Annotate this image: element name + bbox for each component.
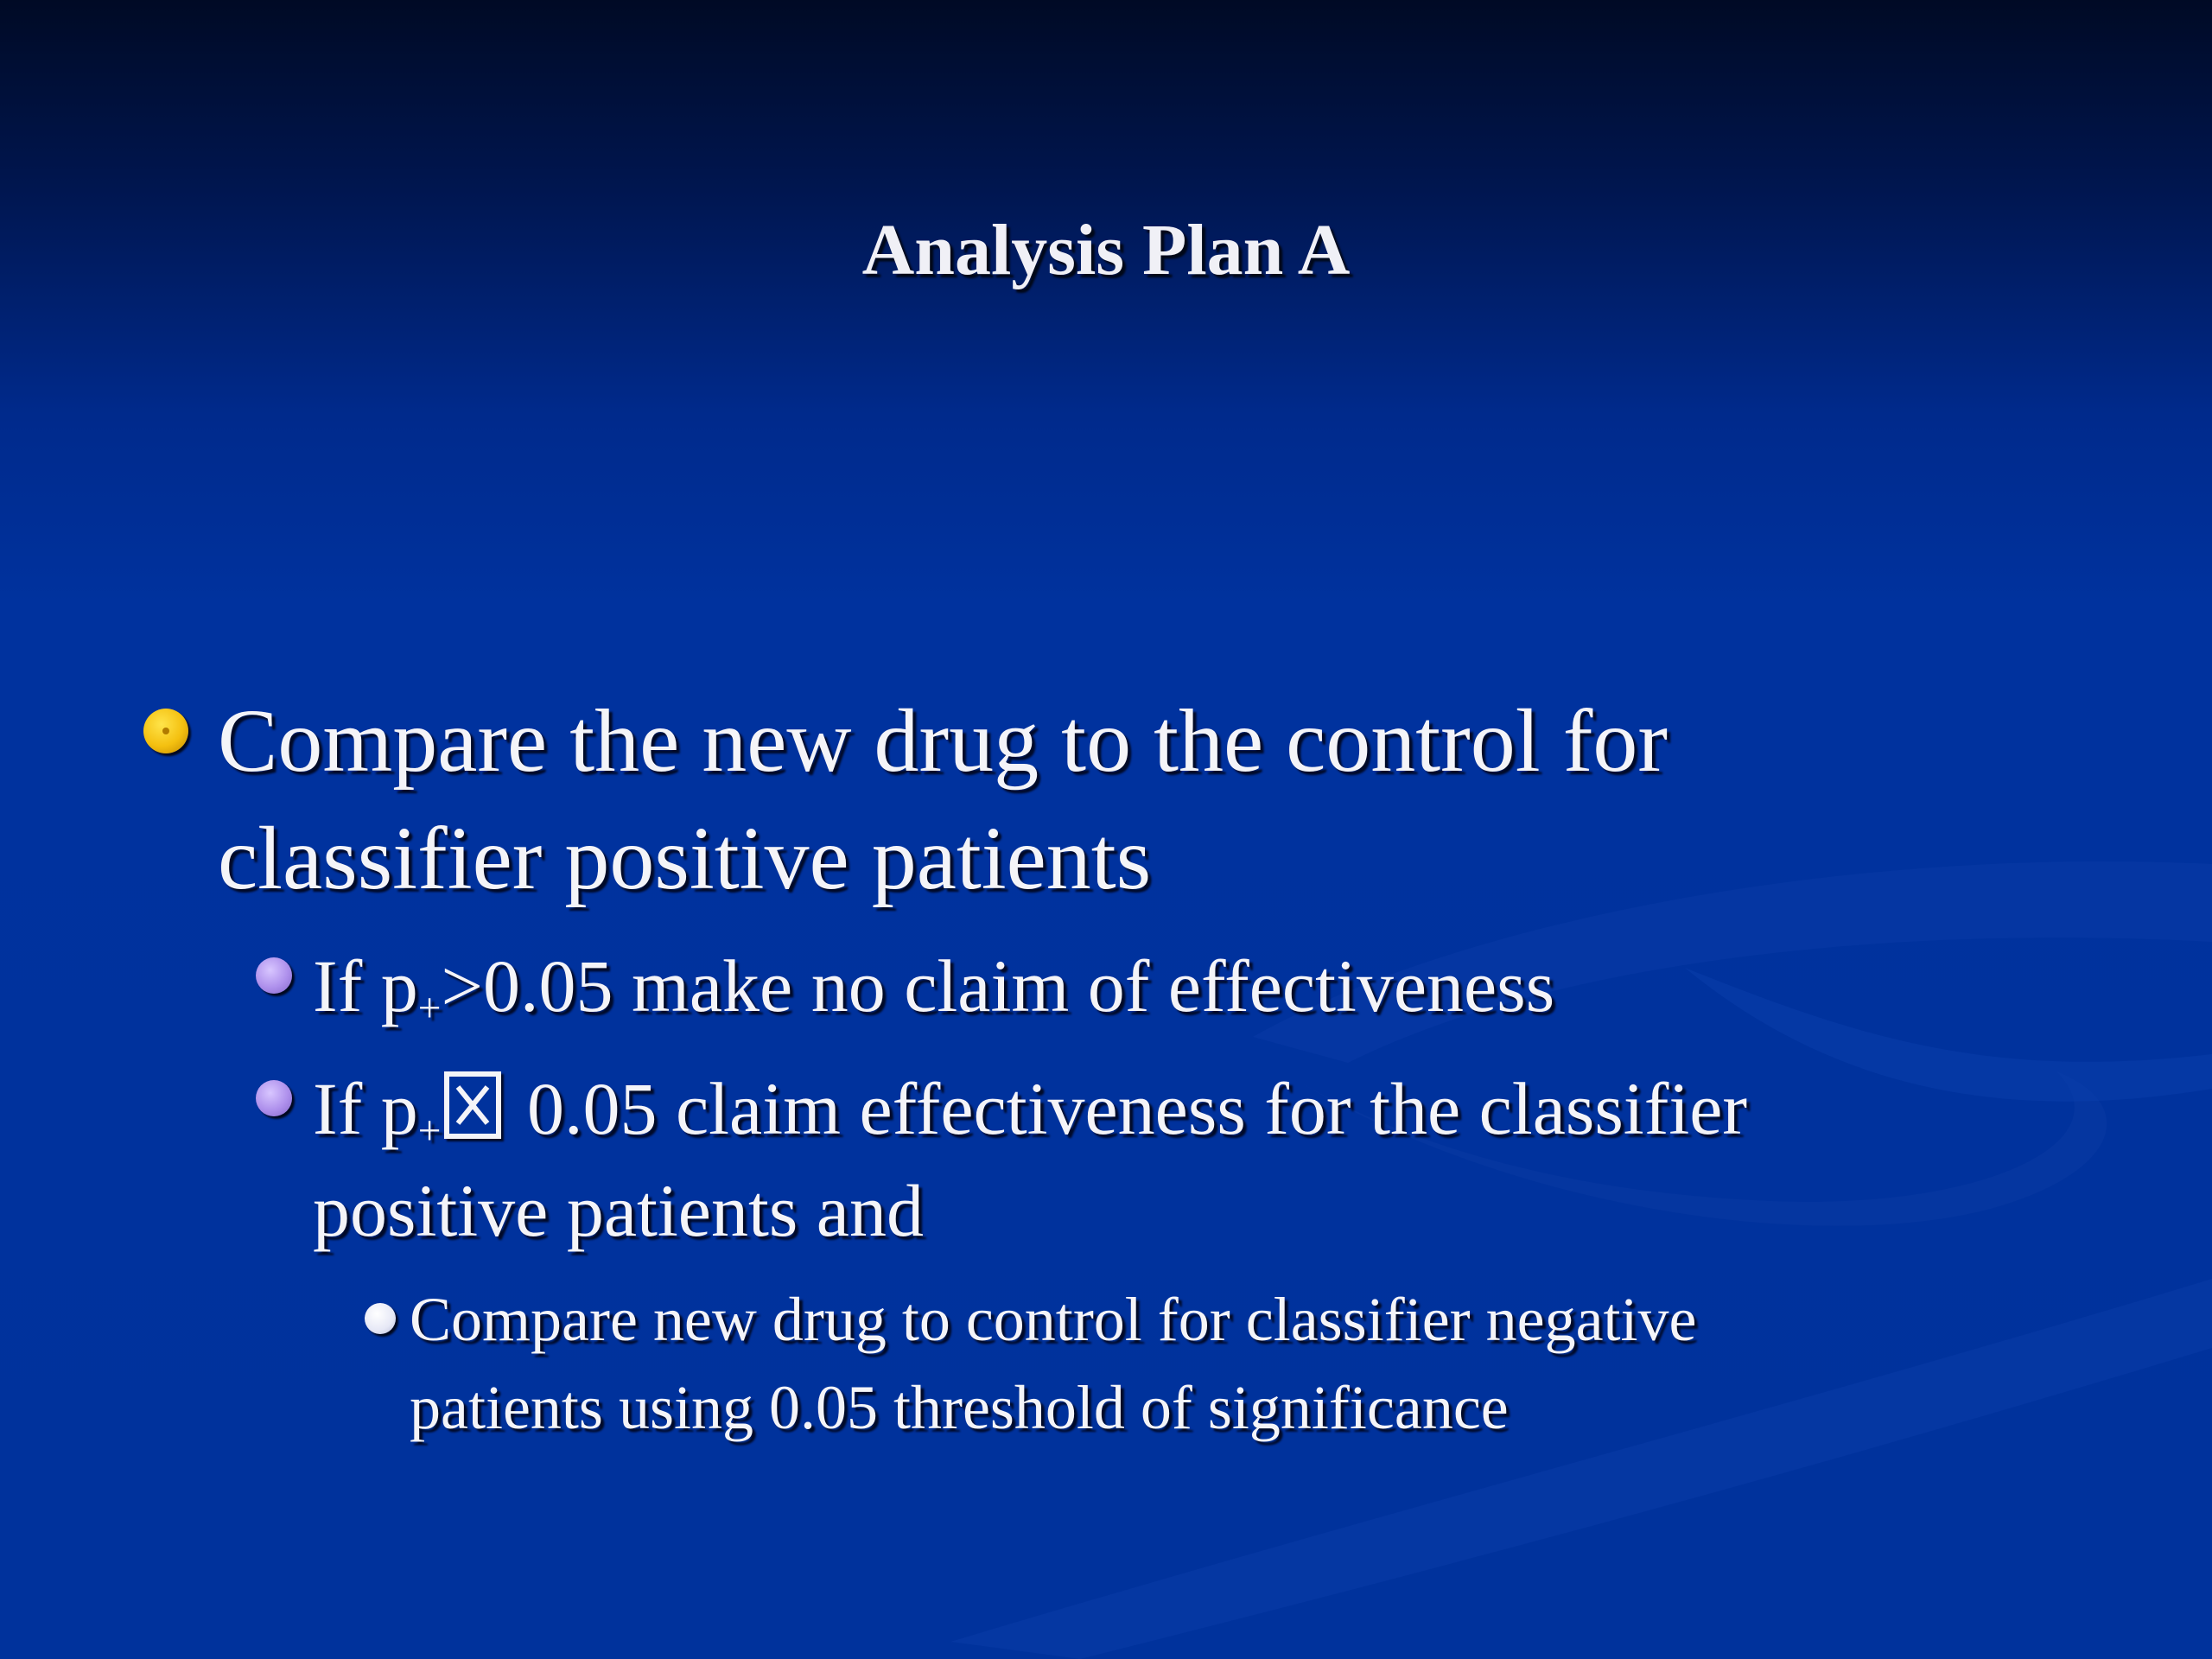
sub-bullet-1-post: >0.05 make no claim of effectiveness: [441, 944, 1555, 1027]
bullet-main-line1: Compare the new drug to the control for: [218, 691, 1668, 791]
sub-bullet-2-line2: positive patients and: [313, 1169, 924, 1252]
sub-bullet-1-text: [313, 935, 2024, 1037]
bullet-level3-icon: [365, 1303, 396, 1334]
sub-bullet-1-pre: If p: [313, 944, 418, 1027]
subscript-plus: +: [417, 985, 442, 1031]
slide-title: Analysis Plan A: [861, 210, 1351, 290]
bullet-level1-icon: [143, 709, 188, 753]
sub-bullet-2-post: 0.05 claim effectiveness for the classifier: [508, 1067, 1748, 1150]
sub-bullet-2-text: [313, 1058, 2024, 1262]
sub-bullet-2-pre: If p: [313, 1067, 418, 1150]
subscript-plus: +: [417, 1108, 442, 1154]
bullet-main-text: [218, 683, 1946, 918]
sub-sub-bullet-text: [410, 1275, 1999, 1452]
bullet-main-line2: classifier positive patients: [218, 809, 1152, 908]
bullet-level2-icon: [256, 957, 292, 994]
sub-sub-bullet-line2: patients using 0.05 threshold of significance: [410, 1373, 1509, 1442]
bullet-level2-icon: [256, 1080, 292, 1116]
boxed-x-glyph-icon: [444, 1071, 501, 1139]
sub-sub-bullet-line1: Compare new drug to control for classifier negative: [410, 1285, 1697, 1354]
